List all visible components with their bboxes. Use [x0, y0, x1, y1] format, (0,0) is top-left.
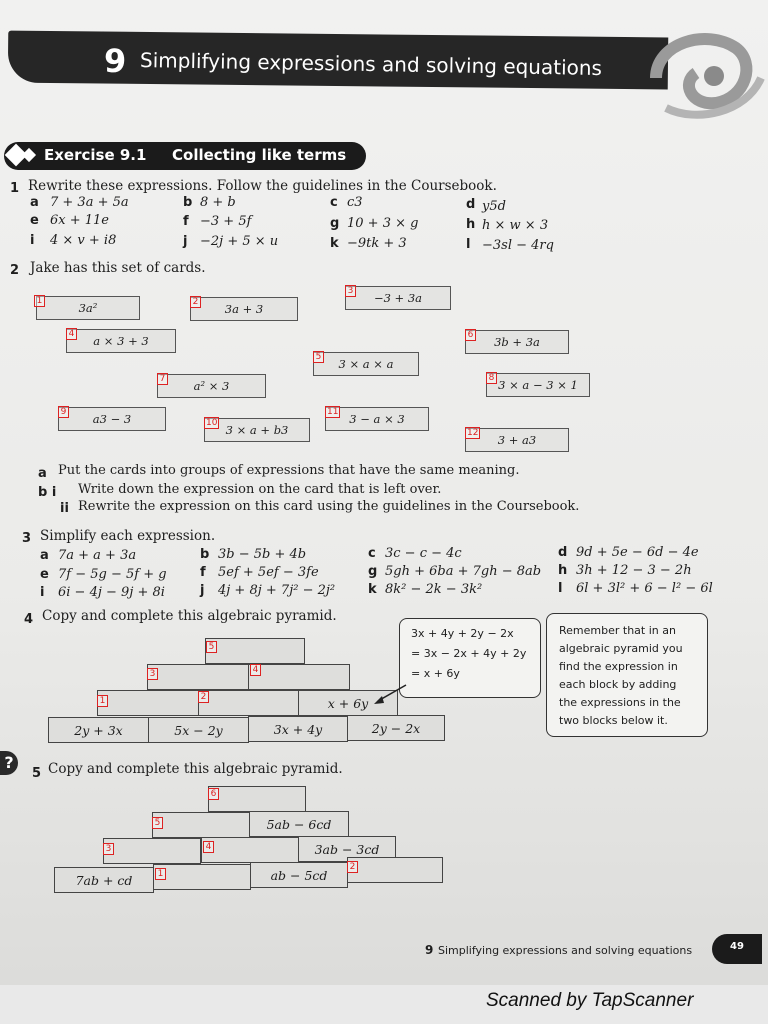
q1-expr: −9tk + 3 — [347, 236, 407, 251]
pyramid5-block-top — [208, 786, 306, 812]
pyramid5-block-r3a — [103, 838, 201, 864]
card-expr: a × 3 + 3 — [93, 334, 149, 348]
pyramid4-block-r3b — [248, 664, 350, 690]
question-1-number: 1 — [10, 181, 20, 196]
q3-expr: 5ef + 5ef − 3fe — [218, 565, 319, 580]
q2-part-letter: ii — [60, 501, 69, 516]
card-tag: 5 — [313, 351, 324, 363]
working-line: = 3x − 2x + 4y + 2y — [411, 647, 527, 660]
q1-expr: c3 — [347, 195, 363, 210]
card-expr: 3 × a × a — [338, 357, 394, 371]
pyramid4-block-bottom — [148, 717, 249, 743]
q1-letter: h — [466, 217, 476, 232]
question-2-number: 2 — [10, 263, 20, 278]
block-expr: 2y + 3x — [74, 722, 123, 738]
q2-part-text: Write down the expression on the card that is left over. — [78, 482, 442, 497]
q1-letter: k — [330, 236, 339, 251]
exercise-name: Collecting like terms — [172, 146, 347, 164]
q1-letter: j — [183, 234, 188, 249]
working-line: = x + 6y — [411, 667, 460, 680]
q3-expr: 7a + a + 3a — [58, 548, 137, 563]
reminder-line: find the expression in — [559, 660, 678, 673]
q3-letter: d — [558, 545, 568, 560]
challenge-question-icon: ? — [0, 751, 18, 775]
block-expr: 5x − 2y — [174, 722, 223, 738]
q1-expr: 8 + b — [200, 195, 236, 210]
card-3 — [345, 286, 451, 310]
q1-expr: 7 + 3a + 5a — [50, 195, 129, 210]
card-tag: 9 — [58, 406, 69, 418]
page-number: 49 — [730, 941, 744, 952]
q2-part-text: Put the cards into groups of expressions that have the same meaning. — [58, 463, 520, 478]
q2-part-text: Rewrite the expression on this card using the guidelines in the Coursebook. — [78, 499, 580, 514]
card-expr: a3 − 3 — [92, 412, 132, 426]
card-11 — [325, 407, 429, 431]
q3-letter: g — [368, 564, 378, 579]
pyramid5-block-bottom-blank — [153, 864, 251, 890]
working-line: 3x + 4y + 2y − 2x — [411, 627, 514, 640]
pyramid5-block-bottom — [250, 862, 348, 888]
card-tag: 3 — [345, 285, 356, 297]
q1-letter: c — [330, 195, 338, 210]
card-expr: 3b + 3a — [494, 335, 540, 349]
card-tag: 1 — [34, 295, 45, 307]
swirl-decoration-icon — [636, 18, 766, 128]
pyramid-tag: 4 — [250, 664, 261, 676]
pyramid-tag: 5 — [152, 817, 163, 829]
q3-expr: 4j + 8j + 7j² − 2j² — [218, 583, 336, 598]
card-expr: 3 × a − 3 × 1 — [498, 378, 578, 392]
pyramid-tag: 2 — [347, 861, 358, 873]
card-expr: 3a + 3 — [224, 302, 264, 316]
q2-part-letter: a — [38, 466, 47, 481]
footer-chapter-number: 9 — [425, 943, 434, 957]
pyramid5-block-r4a — [152, 812, 250, 838]
question-3-prompt: Simplify each expression. — [40, 528, 216, 544]
q1-expr: −2j + 5 × u — [200, 234, 279, 249]
card-12 — [465, 428, 569, 452]
pyramid5-block-r4b — [249, 811, 349, 837]
q3-expr: 6i − 4j − 9j + 8i — [58, 585, 165, 600]
q3-letter: h — [558, 563, 568, 578]
q3-letter: i — [40, 585, 45, 600]
block-expr: 7ab + cd — [75, 872, 133, 888]
q3-letter: c — [368, 546, 376, 561]
card-expr: 3 − a × 3 — [349, 412, 405, 426]
card-tag: 4 — [66, 328, 77, 340]
q3-letter: b — [200, 547, 210, 562]
q1-letter: l — [466, 237, 471, 252]
card-tag: 11 — [327, 407, 339, 417]
card-tag: 10 — [206, 418, 218, 428]
q2-part-letter: b i — [38, 485, 57, 500]
reminder-line: the expressions in the — [559, 696, 681, 709]
exercise-label: Exercise 9.1 — [44, 146, 147, 164]
reminder-line: Remember that in an — [559, 624, 676, 637]
q3-letter: l — [558, 581, 563, 596]
pyramid4-block-bottom — [248, 716, 348, 742]
pyramid-tag: 3 — [147, 668, 158, 680]
question-5-number: 5 — [32, 766, 42, 781]
q1-letter: f — [183, 214, 189, 229]
reminder-line: two blocks below it. — [559, 714, 668, 727]
q3-letter: f — [200, 565, 206, 580]
card-7 — [157, 374, 266, 398]
q3-letter: a — [40, 548, 49, 563]
q1-letter: g — [330, 216, 340, 231]
card-6 — [465, 330, 569, 354]
q1-letter: a — [30, 195, 39, 210]
reminder-box — [546, 613, 708, 737]
pyramid5-block-bottom-blank — [347, 857, 443, 883]
q1-expr: 6x + 11e — [50, 213, 109, 228]
pyramid4-block-top — [205, 638, 305, 664]
q3-expr: 3b − 5b + 4b — [218, 547, 307, 562]
block-expr: 3ab − 3cd — [314, 841, 380, 857]
block-expr: 2y − 2x — [371, 720, 421, 736]
card-10 — [204, 418, 310, 442]
card-tag: 8 — [486, 372, 497, 384]
q1-expr: h × w × 3 — [482, 218, 549, 233]
q1-letter: i — [30, 233, 35, 248]
q1-expr: y5d — [482, 199, 506, 214]
reminder-line: algebraic pyramid you — [559, 642, 683, 655]
q3-letter: k — [368, 582, 377, 597]
card-expr: 3 + a3 — [497, 433, 537, 447]
block-expr: 5ab − 6cd — [266, 816, 332, 832]
pyramid4-block-r3a — [147, 664, 249, 690]
question-5-prompt: Copy and complete this algebraic pyramid. — [48, 761, 343, 777]
card-expr: 3a² — [78, 301, 98, 315]
pyramid4-block-r2b — [198, 690, 299, 716]
card-expr: 3 × a + b3 — [225, 423, 289, 437]
block-expr: ab − 5cd — [270, 867, 328, 883]
q3-letter: j — [200, 583, 205, 598]
card-4 — [66, 329, 176, 353]
card-1 — [36, 296, 140, 320]
pyramid5-block-bottom — [54, 867, 154, 893]
pyramid4-block-bottom — [48, 717, 149, 743]
block-expr: x + 6y — [327, 695, 369, 711]
pyramid-tag: 4 — [203, 841, 214, 853]
arrow-icon — [370, 683, 410, 707]
q1-letter: b — [183, 195, 193, 210]
pyramid-tag: 5 — [206, 641, 217, 653]
q3-expr: 6l + 3l² + 6 − l² − 6l — [576, 581, 713, 596]
q3-expr: 8k² − 2k − 3k² — [385, 582, 483, 597]
question-1-prompt: Rewrite these expressions. Follow the guidelines in the Coursebook. — [28, 178, 497, 194]
q3-letter: e — [40, 567, 49, 582]
q1-expr: −3 + 5f — [200, 214, 252, 229]
question-4-number: 4 — [24, 612, 34, 627]
chapter-title: Simplifying expressions and solving equations — [139, 47, 603, 81]
q1-letter: d — [466, 197, 476, 212]
q1-expr: 4 × v + i8 — [50, 233, 117, 248]
block-expr: 3x + 4y — [273, 721, 323, 737]
card-8 — [486, 373, 590, 397]
pyramid-tag: 6 — [208, 788, 219, 800]
working-box — [399, 618, 541, 698]
q3-expr: 5gh + 6ba + 7gh − 8ab — [385, 564, 542, 579]
scanner-watermark: Scanned by TapScanner — [486, 990, 694, 1011]
pyramid-tag: 3 — [103, 843, 114, 855]
q3-expr: 9d + 5e − 6d − 4e — [576, 545, 699, 560]
card-expr: a² × 3 — [193, 379, 230, 393]
question-3-number: 3 — [22, 531, 32, 546]
question-2-prompt: Jake has this set of cards. — [30, 260, 206, 276]
card-9 — [58, 407, 166, 431]
card-tag: 2 — [190, 296, 201, 308]
q3-expr: 3h + 12 − 3 − 2h — [576, 563, 692, 578]
q1-letter: e — [30, 213, 39, 228]
card-expr: −3 + 3a — [373, 291, 423, 305]
footer-chapter-title: Simplifying expressions and solving equations — [438, 944, 693, 957]
pyramid4-block-r2a — [97, 690, 199, 716]
pyramid-tag: 2 — [198, 691, 209, 703]
q1-expr: 10 + 3 × g — [347, 216, 419, 231]
card-5 — [313, 352, 419, 376]
q1-expr: −3sl − 4rq — [482, 238, 554, 253]
card-tag: 12 — [467, 428, 479, 438]
card-tag: 6 — [465, 329, 476, 341]
card-2 — [190, 297, 298, 321]
card-tag: 7 — [157, 373, 168, 385]
reminder-line: each block by adding — [559, 678, 677, 691]
q3-expr: 3c − c − 4c — [385, 546, 462, 561]
chapter-number: 9 — [103, 41, 127, 81]
question-4-prompt: Copy and complete this algebraic pyramid. — [42, 608, 337, 624]
pyramid-tag: 1 — [97, 695, 108, 707]
pyramid5-block-r3b — [201, 837, 299, 863]
pyramid4-block-bottom — [347, 715, 445, 741]
q3-expr: 7f − 5g − 5f + g — [58, 567, 167, 582]
pyramid-tag: 1 — [155, 868, 166, 880]
